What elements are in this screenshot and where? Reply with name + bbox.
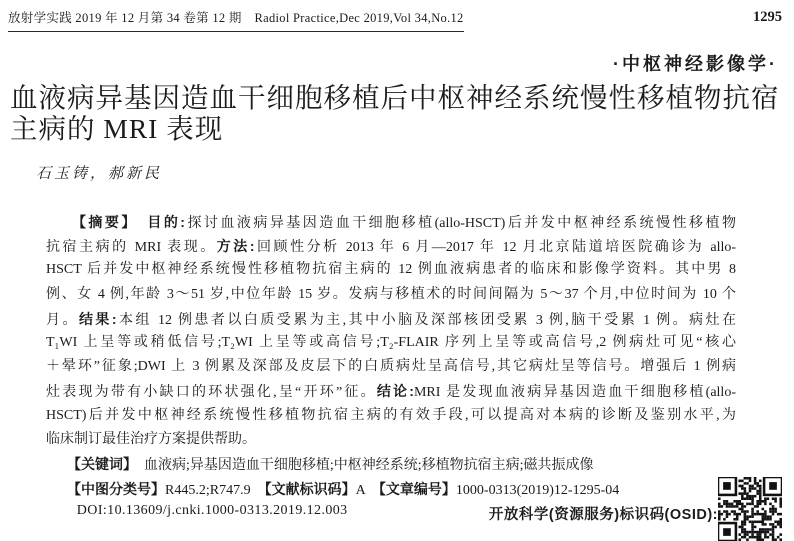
article-title-line1: 血液病异基因造血干细胞移植后中枢神经系统慢性移植物抗宿: [10, 82, 780, 113]
osid-qr-code: [718, 477, 782, 541]
doi-row: [46, 503, 718, 524]
doi-text: DOI:10.13609/j.cnki.1000-0313.2019.12.003: [76, 503, 348, 518]
article-title-line2: 主病的 MRI 表现: [10, 113, 224, 144]
osid-label: 开放科学(资源服务)标识码(OSID):: [488, 507, 718, 523]
abstract-block: 【摘要】 目的:探讨血液病异基因造血干细胞移植(allo-HSCT)后并发中枢神经系统慢性移植物 抗宿主病的 MRI 表现。方法:回顾性分析 2013 年 6 月—2017 年 12 月北京陆道培医院确诊为 allo- HSCT 后并发中枢神经系统慢性移植物抗宿主病的 12 例血液病患者的临床和影像学资料。其中男 8 例、女 4 例,年龄 3～51 岁,中位年龄 15 岁。发病与移植术的时间间隔为 5～37 个月,中位时间为 10 个 月。结果:本组 12 例患者以白质受累为主,其中小脑及深部核团受累 3 例,脑干受累 1 例。病灶在 T₁WI 上呈等或稍低信号;T₂WI 上呈等或高信号;T₂-FLAIR 序列上呈等或高信号,2 例病灶可见“核心 ＋晕环”征象;DWI 上 3 例累及深部及皮层下的白质病灶呈高信号,其它病灶呈等信号。增强后 1 例病 灶表现为带有小缺口的环状强化,呈“开环”征。结论:MRI 是发现血液病异基因造血干细胞移植(allo- HSCT)后并发中枢神经系统慢性移植物抗宿主病的有效手段,可以提高对本病的诊断及鉴别水平,为 临床制订最佳治疗方案提供帮助。: [46, 214, 736, 447]
keywords-clc-block: 【关键词】 血液病;异基因造血干细胞移植;中枢神经系统;移植物抗宿主病;磁共振成像 【中图分类号】R445.2;R747.9 【文献标识码】A 【文章编号】1000-0313(2019)12-1295-04: [74, 456, 620, 498]
authors: 石玉铸，郝新民: [36, 166, 163, 182]
journal-header: 放射学实践 2019 年 12 月第 34 卷第 12 期 Radiol Practice,Dec 2019,Vol 34,No.12: [8, 8, 464, 32]
page-header: [8, 8, 782, 32]
page-number: 1295: [753, 9, 782, 25]
article-title: [10, 82, 792, 144]
section-label: ·中枢神经影像学·: [613, 54, 778, 74]
